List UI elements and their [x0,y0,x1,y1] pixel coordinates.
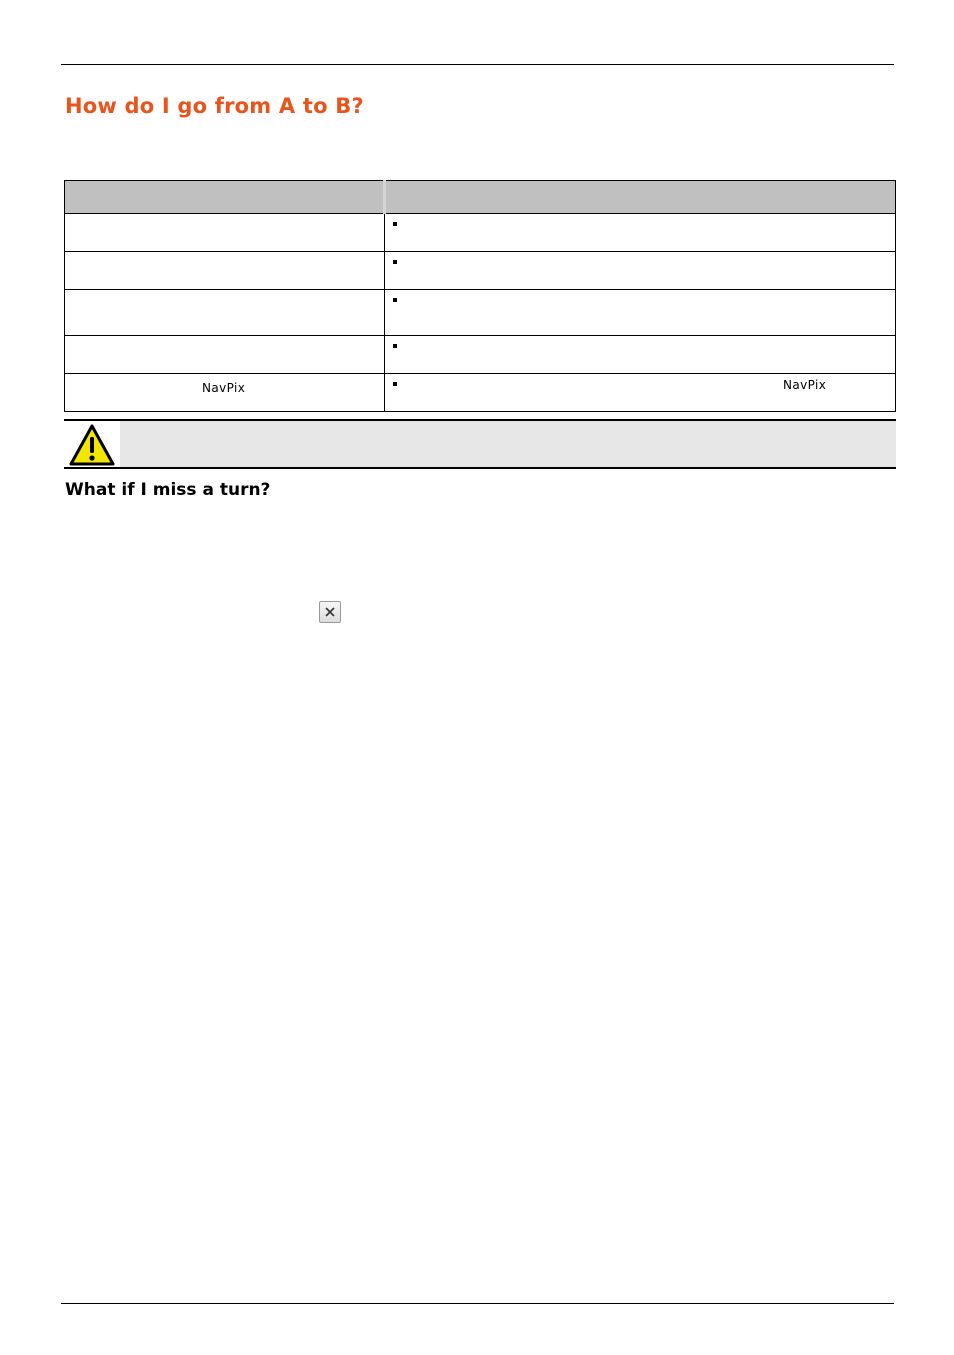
close-button[interactable] [319,601,341,623]
table-row [65,252,896,290]
table-cell [385,214,896,252]
table-row [65,214,896,252]
table-cell [65,336,385,374]
bullet-icon [393,382,397,386]
table-row [65,336,896,374]
table-cell [385,374,896,412]
header-rule [61,64,894,65]
route-table [64,180,896,412]
table-header-cell [385,181,896,214]
table-header-cell [65,181,385,214]
table-row [65,290,896,336]
footer-rule [61,1303,894,1304]
table-row [65,374,896,412]
bullet-icon [393,222,397,226]
table-cell [385,290,896,336]
bullet-icon [393,260,397,264]
table-cell [385,252,896,290]
section-title: What if I miss a turn? [65,480,271,500]
warning-icon-container [64,421,120,467]
page-title: How do I go from A to B? [65,94,364,118]
table-header-row [65,181,896,214]
navpix-label: NavPix [202,381,246,395]
table-cell [65,374,385,412]
table-cell [65,290,385,336]
table-cell [385,336,896,374]
bullet-icon [393,298,397,302]
table-cell [65,214,385,252]
bullet-icon [393,344,397,348]
warning-note [64,419,896,469]
navpix-label: NavPix [783,378,827,392]
table-cell [65,252,385,290]
